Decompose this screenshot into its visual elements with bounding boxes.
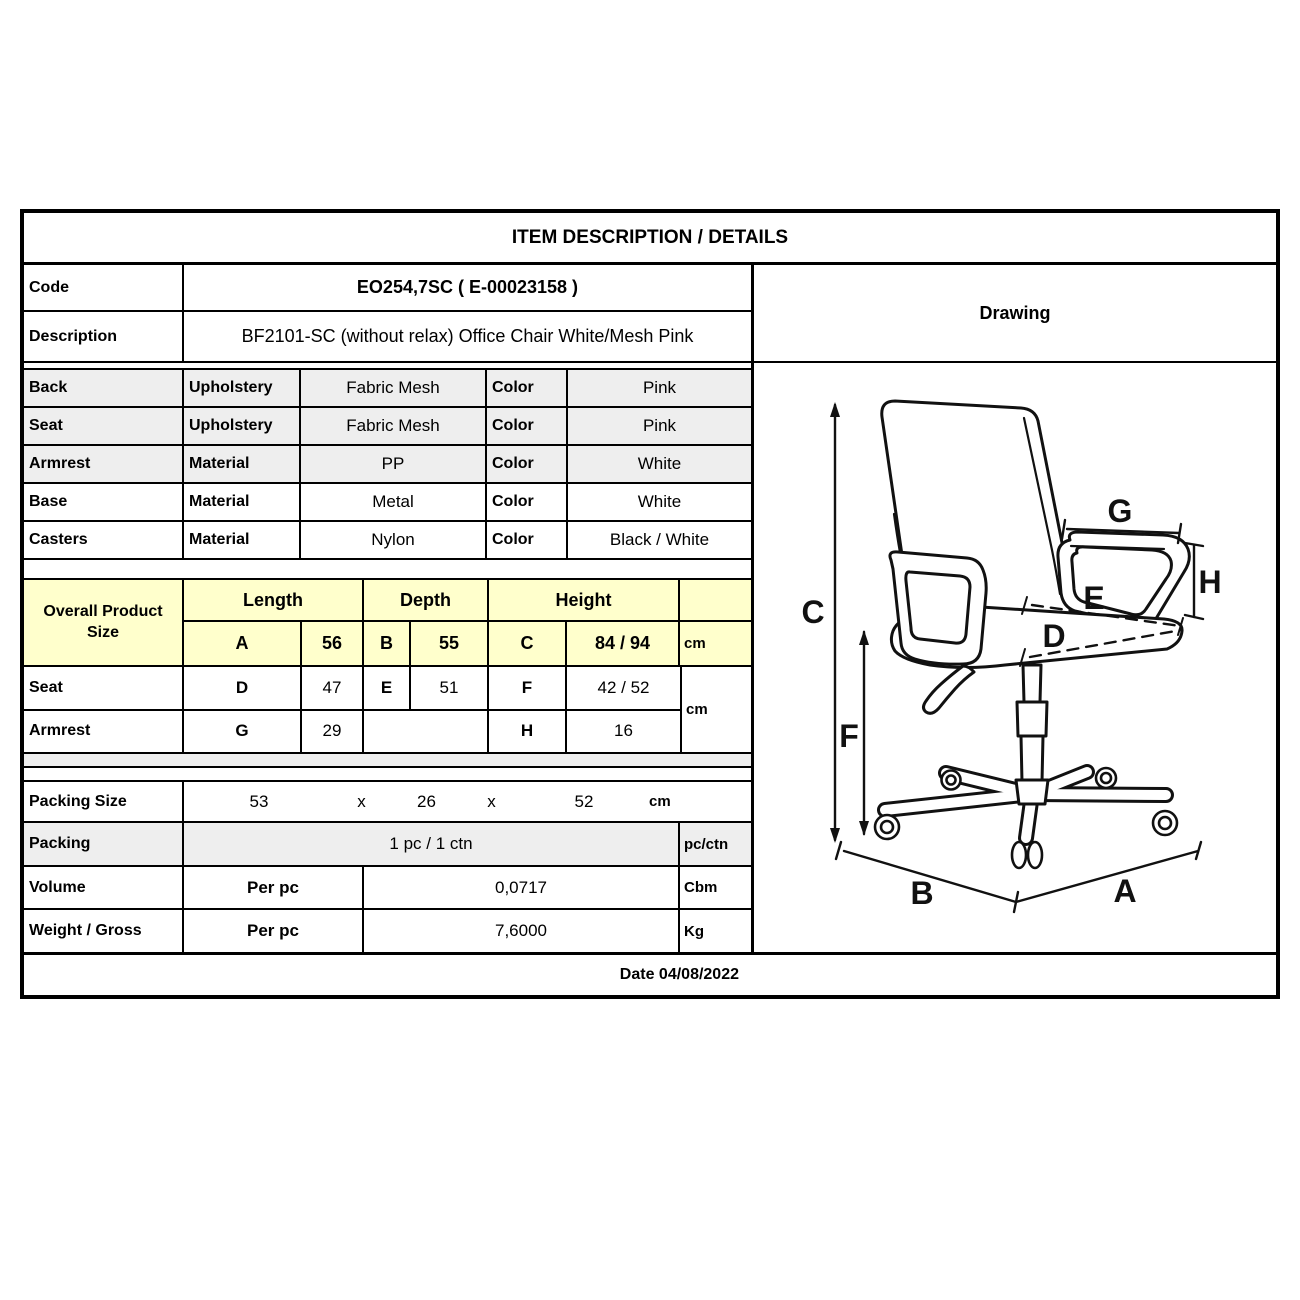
footer-row — [24, 952, 1276, 995]
color-label: Color — [487, 446, 568, 482]
dim-label-e: E — [1083, 580, 1105, 616]
dim-value-c: 84 / 94 — [567, 622, 680, 665]
date-text: Date 04/08/2022 — [619, 966, 739, 983]
material-row-back — [24, 370, 751, 408]
dim-label-b: B — [910, 875, 934, 911]
dim-label-a: A — [1113, 873, 1137, 909]
dim-key-f: F — [489, 667, 567, 709]
part-label: Back — [24, 370, 184, 406]
color-label: Color — [487, 408, 568, 444]
dim-value-e: 51 — [411, 667, 489, 709]
color-value: Pink — [642, 378, 677, 397]
dim-label-g: G — [1107, 493, 1133, 529]
color-value: Black / White — [609, 530, 710, 549]
dim-value-h: 16 — [614, 721, 633, 741]
color-label: Color — [487, 522, 568, 558]
overall-size-label-line1: Overall Product — [43, 602, 163, 620]
volume-unit: Cbm — [684, 879, 718, 896]
part-label: Base — [24, 484, 184, 520]
volume-value: 0,0717 — [364, 867, 680, 908]
material-row-base — [24, 484, 751, 522]
drawing-area — [754, 363, 1276, 952]
packing-dim-3: 52 — [574, 791, 594, 811]
part-label: Seat — [24, 408, 184, 444]
packing-dim-2: 26 — [417, 791, 436, 811]
length-header: Length — [184, 580, 364, 620]
spec-table — [24, 265, 751, 952]
dim-value-d: 47 — [302, 667, 364, 709]
packing-row — [24, 823, 751, 867]
dim-label-c: C — [801, 594, 825, 630]
sheet-title: ITEM DESCRIPTION / DETAILS — [24, 213, 1276, 265]
packing-label: Packing — [24, 823, 184, 865]
color-value: White — [637, 492, 682, 511]
spacer — [24, 768, 751, 782]
weight-per: Per pc — [184, 910, 364, 952]
attr-label: Upholstery — [184, 370, 301, 406]
dim-value-g: 29 — [302, 711, 364, 752]
weight-value: 7,6000 — [364, 910, 680, 952]
color-label: Color — [487, 484, 568, 520]
volume-label: Volume — [24, 867, 184, 908]
times-sign: x — [487, 791, 496, 811]
dim-key-h: H — [489, 711, 567, 752]
unit-cm: cm — [680, 622, 751, 665]
packing-size-unit: cm — [649, 793, 671, 810]
seat-armrest-block — [24, 667, 751, 754]
dim-value-f: 42 / 52 — [597, 677, 650, 697]
armrest-size-row — [24, 711, 680, 752]
unit-cm-span: cm — [680, 667, 751, 752]
material-row-seat — [24, 408, 751, 446]
code-value: EO254,7SC ( E-00023158 ) — [356, 277, 579, 297]
dim-key-e: E — [364, 667, 411, 709]
dim-key-b: B — [364, 622, 411, 665]
material-row-casters — [24, 522, 751, 560]
material-row-armrest — [24, 446, 751, 484]
blank-cell — [680, 580, 751, 620]
weight-row — [24, 910, 751, 952]
packing-dim-1: 53 — [249, 791, 269, 811]
color-value: Pink — [642, 416, 677, 435]
sheet-body — [24, 265, 1276, 952]
attr-label: Upholstery — [184, 408, 301, 444]
overall-size-label — [24, 580, 184, 665]
code-label: Code — [24, 265, 184, 310]
spacer-shaded — [24, 754, 751, 768]
attr-label: Material — [184, 446, 301, 482]
spacer — [24, 560, 751, 580]
weight-label: Weight / Gross — [24, 910, 184, 952]
armrest-row-label: Armrest — [24, 711, 184, 752]
material-value: Metal — [301, 484, 487, 520]
volume-row — [24, 867, 751, 910]
dim-label-d: D — [1042, 618, 1066, 654]
attr-label: Material — [184, 484, 301, 520]
chair-lever — [924, 666, 975, 713]
drawing-title: Drawing — [754, 265, 1276, 363]
times-sign: x — [357, 791, 366, 811]
dim-value-b: 55 — [411, 622, 489, 665]
volume-per: Per pc — [184, 867, 364, 908]
material-value: PP — [301, 446, 487, 482]
dim-key-c: C — [489, 622, 567, 665]
overall-size-label-line2: Size — [86, 623, 119, 641]
description-value: BF2101-SC (without relax) Office Chair White/Mesh Pink — [241, 326, 694, 346]
attr-label: Material — [184, 522, 301, 558]
seat-size-row — [24, 667, 680, 711]
blank-cell — [364, 711, 489, 752]
color-value: White — [637, 454, 682, 473]
seat-row-label: Seat — [24, 667, 184, 709]
chair-gas-lift — [1023, 665, 1041, 702]
spec-sheet — [20, 209, 1280, 999]
drawing-panel — [751, 265, 1276, 952]
packing-size-row — [24, 782, 751, 823]
material-value: Fabric Mesh — [301, 408, 487, 444]
material-value: Nylon — [301, 522, 487, 558]
color-label: Color — [487, 370, 568, 406]
dim-label-f: F — [839, 718, 859, 754]
part-label: Armrest — [24, 446, 184, 482]
packing-value: 1 pc / 1 ctn — [184, 823, 680, 865]
dim-label-h: H — [1198, 564, 1222, 600]
overall-values-row — [184, 622, 751, 665]
depth-header: Depth — [364, 580, 489, 620]
dim-key-g: G — [184, 711, 302, 752]
dim-key-a: A — [184, 622, 302, 665]
spacer — [24, 363, 751, 370]
height-header: Height — [489, 580, 680, 620]
material-value: Fabric Mesh — [301, 370, 487, 406]
description-label: Description — [24, 312, 184, 361]
dim-value-a: 56 — [302, 622, 364, 665]
packing-unit: pc/ctn — [684, 835, 729, 853]
code-row — [24, 265, 751, 312]
packing-size-label: Packing Size — [24, 782, 184, 821]
overall-size-block — [24, 580, 751, 667]
dim-line-a — [1016, 851, 1198, 902]
description-row — [24, 312, 751, 363]
weight-unit: Kg — [684, 922, 704, 940]
size-header-row — [184, 580, 751, 622]
part-label: Casters — [24, 522, 184, 558]
office-chair-drawing — [754, 363, 1276, 952]
dim-key-d: D — [184, 667, 302, 709]
